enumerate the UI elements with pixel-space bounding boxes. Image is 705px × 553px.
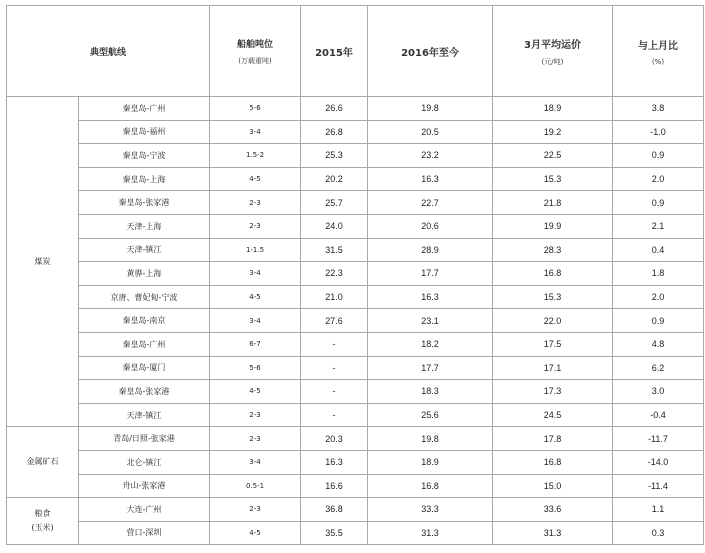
category-label: 煤炭 bbox=[34, 256, 51, 266]
tonnage-cell: 5-6 bbox=[210, 97, 301, 121]
march-price-cell: 17.1 bbox=[493, 356, 613, 380]
march-price-cell: 19.9 bbox=[493, 214, 613, 238]
march-price-cell: 28.3 bbox=[493, 238, 613, 262]
category-label: 金属矿石 bbox=[26, 457, 59, 467]
table-row bbox=[7, 167, 704, 191]
header-march-price bbox=[493, 6, 613, 97]
tonnage-cell: 3-4 bbox=[210, 262, 301, 286]
march-price-cell: 18.9 bbox=[493, 97, 613, 121]
table-row bbox=[7, 285, 704, 309]
value-2016-cell: 20.6 bbox=[368, 214, 493, 238]
route-cell: 秦皇岛-福州 bbox=[79, 120, 210, 144]
mom-change-cell: 3.8 bbox=[613, 97, 704, 121]
value-2015-cell: - bbox=[301, 356, 368, 380]
tonnage-cell: 4-5 bbox=[210, 521, 301, 545]
tonnage-cell: 2-3 bbox=[210, 191, 301, 215]
table-row bbox=[7, 521, 704, 545]
march-price-cell: 31.3 bbox=[493, 521, 613, 545]
table-row bbox=[7, 380, 704, 404]
header-2016: 2016年至今 bbox=[368, 6, 493, 97]
mom-change-cell: 0.3 bbox=[613, 521, 704, 545]
route-cell: 天津-镇江 bbox=[79, 403, 210, 427]
category-cell bbox=[7, 427, 79, 498]
mom-change-cell: 1.8 bbox=[613, 262, 704, 286]
header-mom-unit: (%) bbox=[651, 57, 665, 66]
mom-change-cell: 0.9 bbox=[613, 144, 704, 168]
tonnage-cell: 2-3 bbox=[210, 403, 301, 427]
value-2016-cell: 17.7 bbox=[368, 262, 493, 286]
mom-change-cell: -14.0 bbox=[613, 450, 704, 474]
march-price-cell: 16.8 bbox=[493, 450, 613, 474]
table-row bbox=[7, 191, 704, 215]
march-price-cell: 22.5 bbox=[493, 144, 613, 168]
table-row bbox=[7, 427, 704, 451]
tonnage-cell: 1-1.5 bbox=[210, 238, 301, 262]
header-row bbox=[7, 6, 704, 97]
march-price-cell: 33.6 bbox=[493, 498, 613, 522]
march-price-cell: 15.3 bbox=[493, 167, 613, 191]
route-cell: 秦皇岛-上海 bbox=[79, 167, 210, 191]
tonnage-cell: 2-3 bbox=[210, 498, 301, 522]
value-2016-cell: 18.9 bbox=[368, 450, 493, 474]
value-2016-cell: 18.2 bbox=[368, 332, 493, 356]
mom-change-cell: 4.8 bbox=[613, 332, 704, 356]
table-row bbox=[7, 474, 704, 498]
mom-change-cell: -11.4 bbox=[613, 474, 704, 498]
value-2016-cell: 28.9 bbox=[368, 238, 493, 262]
mom-change-cell: 2.0 bbox=[613, 285, 704, 309]
route-cell: 大连-广州 bbox=[79, 498, 210, 522]
mom-change-cell: 0.4 bbox=[613, 238, 704, 262]
mom-change-cell: 3.0 bbox=[613, 380, 704, 404]
header-march-price-label: 3月平均运价 bbox=[524, 39, 581, 51]
value-2016-cell: 22.7 bbox=[368, 191, 493, 215]
march-price-cell: 15.0 bbox=[493, 474, 613, 498]
route-cell: 黄骅-上海 bbox=[79, 262, 210, 286]
table-row bbox=[7, 238, 704, 262]
value-2015-cell: - bbox=[301, 332, 368, 356]
route-cell: 秦皇岛-南京 bbox=[79, 309, 210, 333]
mom-change-cell: 0.9 bbox=[613, 191, 704, 215]
value-2015-cell: 25.7 bbox=[301, 191, 368, 215]
table-row bbox=[7, 403, 704, 427]
value-2015-cell: 31.5 bbox=[301, 238, 368, 262]
value-2015-cell: 21.0 bbox=[301, 285, 368, 309]
table-row bbox=[7, 332, 704, 356]
tonnage-cell: 5-6 bbox=[210, 356, 301, 380]
mom-change-cell: 1.1 bbox=[613, 498, 704, 522]
header-2015: 2015年 bbox=[301, 6, 368, 97]
route-cell: 秦皇岛-广州 bbox=[79, 332, 210, 356]
category-label: (玉米) bbox=[31, 523, 54, 533]
table-row bbox=[7, 144, 704, 168]
route-cell: 舟山-张家港 bbox=[79, 474, 210, 498]
value-2015-cell: - bbox=[301, 403, 368, 427]
mom-change-cell: 0.9 bbox=[613, 309, 704, 333]
route-cell: 青岛/日照-张家港 bbox=[79, 427, 210, 451]
value-2015-cell: 27.6 bbox=[301, 309, 368, 333]
freight-rate-table bbox=[6, 5, 704, 545]
value-2016-cell: 33.3 bbox=[368, 498, 493, 522]
route-cell: 天津-镇江 bbox=[79, 238, 210, 262]
tonnage-cell: 3-4 bbox=[210, 450, 301, 474]
tonnage-cell: 3-4 bbox=[210, 120, 301, 144]
value-2015-cell: 24.0 bbox=[301, 214, 368, 238]
value-2016-cell: 25.6 bbox=[368, 403, 493, 427]
march-price-cell: 17.5 bbox=[493, 332, 613, 356]
tonnage-cell: 4-5 bbox=[210, 167, 301, 191]
tonnage-cell: 1.5-2 bbox=[210, 144, 301, 168]
route-cell: 秦皇岛-张家港 bbox=[79, 191, 210, 215]
tonnage-cell: 2-3 bbox=[210, 427, 301, 451]
tonnage-cell: 4-5 bbox=[210, 285, 301, 309]
tonnage-cell: 0.5-1 bbox=[210, 474, 301, 498]
value-2016-cell: 19.8 bbox=[368, 427, 493, 451]
tonnage-cell: 3-4 bbox=[210, 309, 301, 333]
value-2016-cell: 16.8 bbox=[368, 474, 493, 498]
route-cell: 秦皇岛-张家港 bbox=[79, 380, 210, 404]
value-2015-cell: 20.2 bbox=[301, 167, 368, 191]
category-cell bbox=[7, 498, 79, 545]
tonnage-cell: 4-5 bbox=[210, 380, 301, 404]
route-cell: 营口-深圳 bbox=[79, 521, 210, 545]
table-row bbox=[7, 97, 704, 121]
table-row bbox=[7, 309, 704, 333]
value-2016-cell: 17.7 bbox=[368, 356, 493, 380]
mom-change-cell: 2.1 bbox=[613, 214, 704, 238]
value-2015-cell: - bbox=[301, 380, 368, 404]
march-price-cell: 24.5 bbox=[493, 403, 613, 427]
header-ship-size-label: 船舶吨位 bbox=[236, 39, 273, 50]
value-2016-cell: 31.3 bbox=[368, 521, 493, 545]
table-row bbox=[7, 356, 704, 380]
header-mom-label: 与上月比 bbox=[638, 40, 678, 52]
march-price-cell: 21.8 bbox=[493, 191, 613, 215]
value-2015-cell: 16.3 bbox=[301, 450, 368, 474]
route-cell: 天津-上海 bbox=[79, 214, 210, 238]
value-2015-cell: 16.6 bbox=[301, 474, 368, 498]
route-cell: 秦皇岛-宁波 bbox=[79, 144, 210, 168]
mom-change-cell: -11.7 bbox=[613, 427, 704, 451]
value-2015-cell: 20.3 bbox=[301, 427, 368, 451]
table-body bbox=[7, 97, 704, 545]
tonnage-cell: 2-3 bbox=[210, 214, 301, 238]
table-row bbox=[7, 262, 704, 286]
mom-change-cell: -1.0 bbox=[613, 120, 704, 144]
header-ship-size bbox=[210, 6, 301, 97]
value-2016-cell: 23.2 bbox=[368, 144, 493, 168]
route-cell: 京唐、曹妃甸-宁波 bbox=[79, 285, 210, 309]
value-2016-cell: 20.5 bbox=[368, 120, 493, 144]
mom-change-cell: -0.4 bbox=[613, 403, 704, 427]
category-cell bbox=[7, 97, 79, 427]
march-price-cell: 17.8 bbox=[493, 427, 613, 451]
route-cell: 秦皇岛-厦门 bbox=[79, 356, 210, 380]
march-price-cell: 15.3 bbox=[493, 285, 613, 309]
march-price-cell: 16.8 bbox=[493, 262, 613, 286]
header-route: 典型航线 bbox=[7, 6, 210, 97]
route-cell: 秦皇岛-广州 bbox=[79, 97, 210, 121]
header-march-price-unit: (元/吨) bbox=[541, 57, 564, 66]
march-price-cell: 22.0 bbox=[493, 309, 613, 333]
value-2015-cell: 36.8 bbox=[301, 498, 368, 522]
tonnage-cell: 6-7 bbox=[210, 332, 301, 356]
category-label: 粮食 bbox=[34, 509, 51, 519]
table-row bbox=[7, 450, 704, 474]
value-2015-cell: 26.6 bbox=[301, 97, 368, 121]
march-price-cell: 17.3 bbox=[493, 380, 613, 404]
mom-change-cell: 2.0 bbox=[613, 167, 704, 191]
route-cell: 北仑-镇江 bbox=[79, 450, 210, 474]
value-2015-cell: 22.3 bbox=[301, 262, 368, 286]
value-2016-cell: 23.1 bbox=[368, 309, 493, 333]
mom-change-cell: 6.2 bbox=[613, 356, 704, 380]
table-row bbox=[7, 214, 704, 238]
value-2015-cell: 25.3 bbox=[301, 144, 368, 168]
value-2016-cell: 16.3 bbox=[368, 285, 493, 309]
value-2015-cell: 26.8 bbox=[301, 120, 368, 144]
value-2016-cell: 18.3 bbox=[368, 380, 493, 404]
header-ship-size-unit: (万载重吨) bbox=[238, 56, 272, 65]
header-mom bbox=[613, 6, 704, 97]
value-2016-cell: 19.8 bbox=[368, 97, 493, 121]
value-2015-cell: 35.5 bbox=[301, 521, 368, 545]
value-2016-cell: 16.3 bbox=[368, 167, 493, 191]
table-row bbox=[7, 120, 704, 144]
table-row bbox=[7, 498, 704, 522]
march-price-cell: 19.2 bbox=[493, 120, 613, 144]
